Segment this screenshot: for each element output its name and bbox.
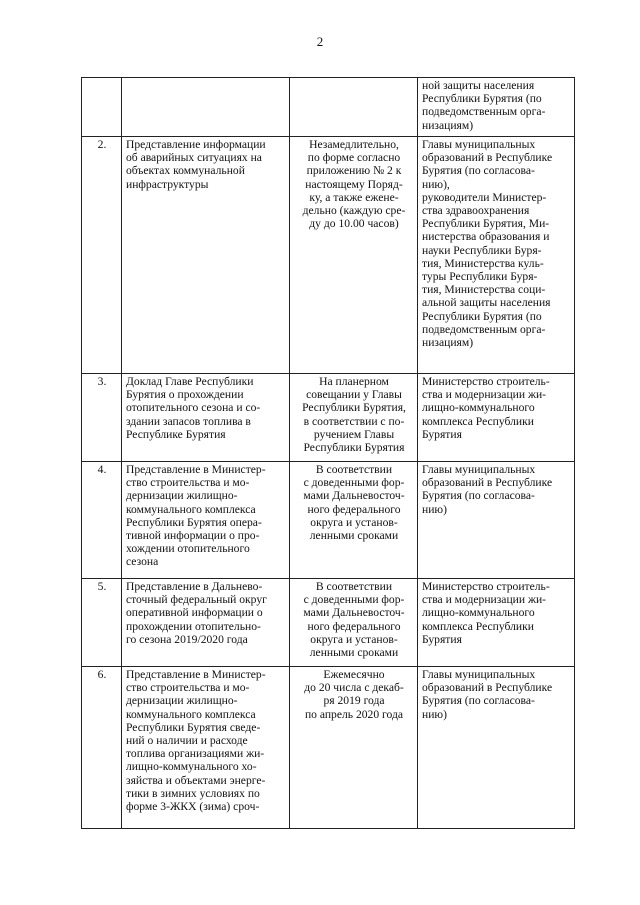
row-deadline: Ежемесячно до 20 числа с декаб- ря 2019 года по апрель 2020 года — [290, 667, 418, 829]
row-description — [122, 78, 290, 137]
row-deadline — [290, 78, 418, 137]
row-description: Представление в Дальнево- сточный федеральный округ оперативной информации о прохождении отопительно- го сезона 2019/2020 года — [122, 579, 290, 667]
row-responsible: Главы муниципальных образований в Республике Бурятия (по согласова- нию) — [418, 667, 575, 829]
row-deadline: В соответствии с доведенными фор- мами Дальневосточ- ного федерального округа и установ- ленными сроками — [290, 462, 418, 579]
row-deadline: Незамедлительно, по форме согласно приложению № 2 к настоящему Поряд- ку, а также еженe- дельно (каждую сре- ду до 10.00 часов) — [290, 137, 418, 374]
row-responsible: Министерство строитель- ства и модернизации жи- лищно-коммунального комплекса Республики Бурятия — [418, 374, 575, 462]
row-number: 4. — [82, 462, 122, 579]
row-number: 6. — [82, 667, 122, 829]
row-description: Представление информации об аварийных ситуациях на объектах коммунальной инфраструктуры — [122, 137, 290, 374]
table-row — [82, 78, 575, 137]
row-number: 5. — [82, 579, 122, 667]
row-number — [82, 78, 122, 137]
row-responsible: Главы муниципальных образований в Республике Бурятия (по согласова- нию), руководители Министер- ства здравоохранения Республики Бурятия, Ми- нистерства образования и науки Республики Буря- тия, Министерства куль- туры Республики Буря- тия, Министерства соци- альной защиты населения Республики Бурятия (по подведомственным орга- низациям) — [418, 137, 575, 374]
table-row — [82, 462, 575, 579]
table-row — [82, 667, 575, 829]
row-number: 3. — [82, 374, 122, 462]
row-description: Представление в Министер- ство строительства и мо- дернизации жилищно- коммунального комплекса Республики Бурятия опера- тивной информации о про- хождении отопительного сезона — [122, 462, 290, 579]
row-number: 2. — [82, 137, 122, 374]
table-row — [82, 579, 575, 667]
table-row — [82, 137, 575, 374]
row-responsible: Министерство строитель- ства и модернизации жи- лищно-коммунального комплекса Республики Бурятия — [418, 579, 575, 667]
page-number: 2 — [316, 34, 324, 49]
schedule-table — [81, 77, 575, 829]
table-row — [82, 374, 575, 462]
row-deadline: На планерном совещании у Главы Республики Бурятия, в соответствии с по- ручением Главы Республики Бурятия — [290, 374, 418, 462]
row-description: Представление в Министер- ство строительства и мо- дернизации жилищно- коммунального комплекса Республики Бурятия сведе- ний о наличии и расходе топлива организациями жи- лищно-коммунального хо- зяйства и объектами энерге- тики в зимних условиях по форме 3-ЖКХ (зима) сроч- — [122, 667, 290, 829]
row-description: Доклад Главе Республики Бурятия о прохождении отопительного сезона и со- здании запасов топлива в Республике Бурятия — [122, 374, 290, 462]
row-responsible: ной защиты населения Республики Бурятия (по подведомственным орга- низациям) — [418, 78, 575, 137]
row-responsible: Главы муниципальных образований в Республике Бурятия (по согласова- нию) — [418, 462, 575, 579]
row-deadline: В соответствии с доведенными фор- мами Дальневосточ- ного федерального округа и установ- ленными сроками — [290, 579, 418, 667]
